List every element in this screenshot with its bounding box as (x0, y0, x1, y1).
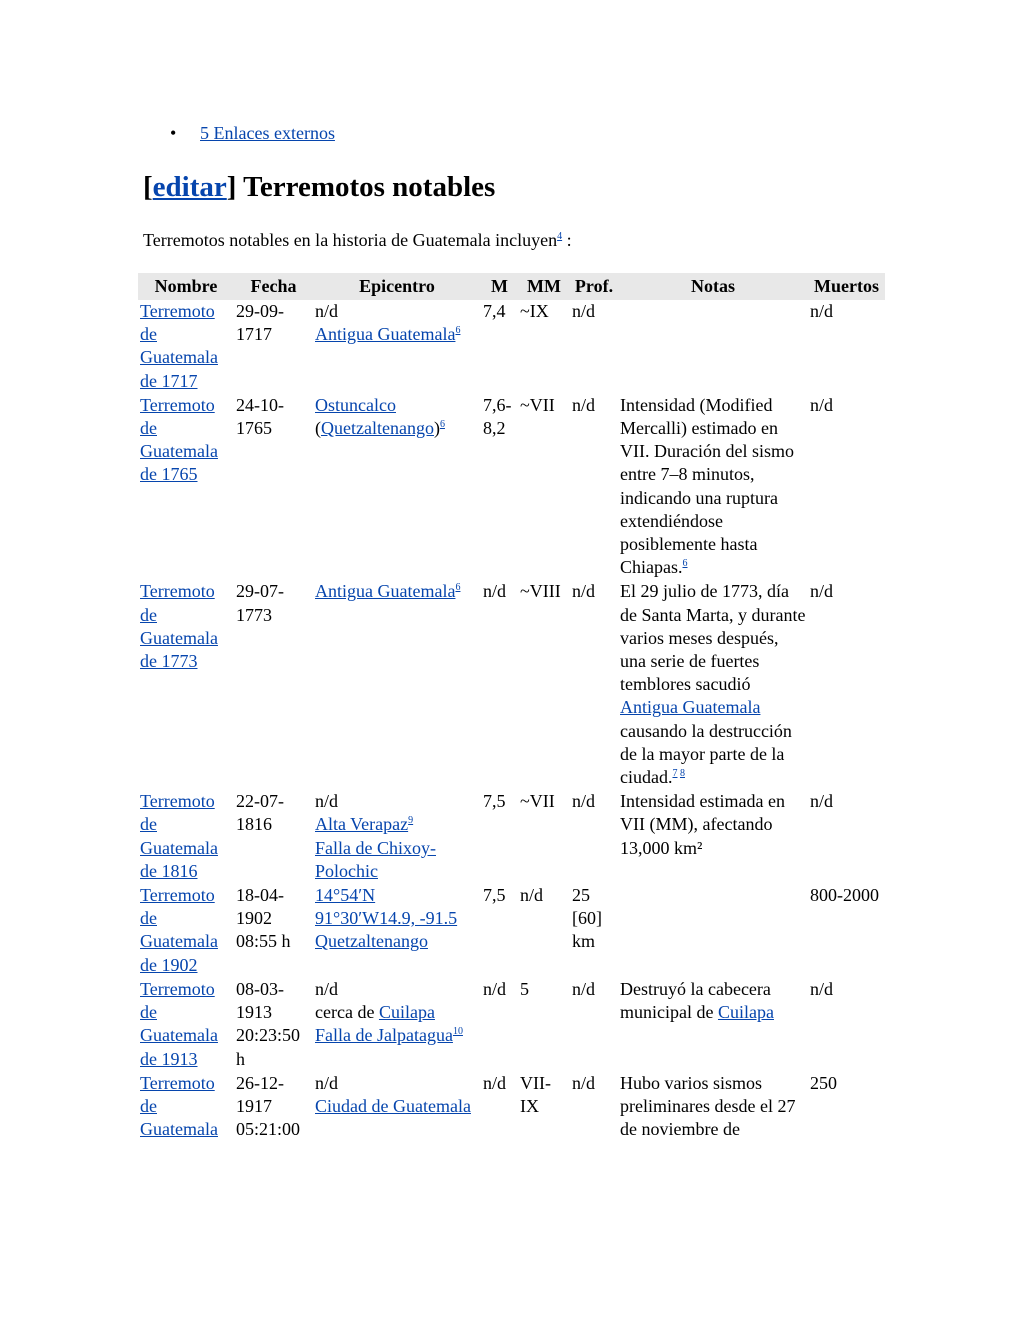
ref-link[interactable]: 7 (672, 768, 678, 780)
cell-magnitude: 7,4 (483, 301, 506, 321)
epicentro-line (315, 394, 479, 417)
cell-fecha: 24-10-1765 (236, 394, 284, 439)
epicentro-line (315, 1024, 479, 1047)
epicentro-line (315, 1095, 479, 1118)
epicentro-line (315, 417, 479, 440)
cell-text: Hubo varios sismos preliminares desde el 27 de noviembre de (620, 1072, 796, 1140)
cell-prof: n/d (572, 1072, 596, 1093)
cell-epicentro (313, 1072, 481, 1143)
cell-text: ) (433, 418, 440, 439)
column-header: MM (518, 273, 570, 300)
cell-notas (618, 978, 808, 1072)
ref-sup (408, 815, 413, 826)
table-row (138, 300, 885, 394)
cell-mm: ~VII (520, 791, 555, 812)
cell-link[interactable]: Antigua Guatemala (620, 697, 761, 718)
cell-magnitude: n/d (483, 1072, 507, 1093)
ref-sup (672, 768, 685, 779)
toc-item (170, 121, 335, 145)
cell-magnitude: 7,6-8,2 (483, 394, 512, 439)
epicentro-line (315, 790, 479, 813)
cell-prof: n/d (572, 301, 596, 321)
cell-mm: ~VII (520, 394, 555, 415)
cell-fecha: 26-12-1917 05:21:00 (236, 1072, 301, 1140)
table-row (138, 884, 885, 978)
cell-epicentro (313, 394, 481, 581)
column-header: Prof. (570, 273, 618, 300)
earthquake-link[interactable]: Terremoto de Guatemala de 1717 (140, 301, 218, 391)
ref-sup (455, 582, 460, 593)
epicentro-line (315, 323, 479, 346)
earthquake-link[interactable]: Terremoto de Guatemala de 1913 (140, 978, 218, 1069)
earthquake-link[interactable]: Terremoto de Guatemala (140, 1072, 218, 1140)
table-row (138, 1072, 885, 1143)
bracket-close: ] (226, 171, 237, 203)
cell-muertos: 800-2000 (810, 885, 879, 906)
ref-sup (455, 325, 460, 336)
cell-nombre (138, 790, 234, 884)
earthquake-link[interactable]: Terremoto de Guatemala de 1902 (140, 885, 218, 975)
cell-text: n/d (315, 1072, 339, 1093)
cell-text: n/d (315, 978, 339, 999)
cell-magnitude: n/d (483, 978, 507, 999)
cell-fecha: 08-03-1913 20:23:50 h (236, 978, 301, 1069)
intro-text: Terremotos notables en la historia de Guatemala incluyen (143, 230, 558, 250)
table-header-row (138, 273, 885, 300)
cell-mm: ~IX (520, 301, 549, 321)
cell-muertos: n/d (810, 394, 834, 415)
epicentro-line (315, 300, 479, 323)
cell-link[interactable]: Falla de Chixoy-Polochic (315, 837, 436, 881)
column-header: Epicentro (313, 273, 481, 300)
cell-nombre (138, 1072, 234, 1143)
epicentro-line (315, 837, 479, 883)
cell-link[interactable]: Falla de Jalpatagua (315, 1025, 453, 1046)
cell-notas (618, 884, 808, 978)
cell-muertos: n/d (810, 301, 834, 321)
cell-nombre (138, 884, 234, 978)
cell-link[interactable]: Cuilapa (378, 1002, 435, 1023)
cell-fecha: 22-07-1816 (236, 791, 284, 835)
ref-sup (440, 419, 445, 430)
cell-mm: n/d (520, 885, 544, 906)
epicentro-line (315, 813, 479, 836)
cell-link[interactable]: Ciudad de Guatemala (315, 1095, 471, 1116)
column-header: Nombre (138, 273, 234, 300)
ref-link[interactable]: 6 (682, 558, 688, 570)
cell-notas (618, 1072, 808, 1143)
cell-link[interactable]: Antigua Guatemala (315, 324, 456, 345)
table-row (138, 394, 885, 581)
cell-text: cerca de (315, 1002, 379, 1023)
cell-link[interactable]: Cuilapa (717, 1002, 774, 1023)
earthquake-link[interactable]: Terremoto de Guatemala de 1765 (140, 394, 218, 485)
epicentro-line (315, 884, 479, 930)
cell-epicentro (313, 884, 481, 978)
cell-epicentro (313, 300, 481, 394)
cell-fecha: 29-09-1717 (236, 301, 284, 345)
ref-link[interactable]: 6 (455, 582, 461, 594)
cell-link[interactable]: Quetzaltenango (315, 931, 428, 952)
ref-sup (683, 558, 688, 569)
earthquake-link[interactable]: Terremoto de Guatemala de 1816 (140, 791, 218, 881)
cell-text: ( (315, 418, 321, 439)
ref-link[interactable]: 10 (452, 1026, 463, 1038)
cell-magnitude: n/d (483, 581, 507, 602)
cell-text: Intensidad estimada en VII (MM), afectando 13,000 km² (620, 791, 785, 858)
bracket-open: [ (143, 171, 153, 203)
column-header: Muertos (808, 273, 885, 300)
epicentro-line (315, 930, 479, 953)
table-row (138, 978, 885, 1072)
ref-sup (453, 1026, 463, 1037)
cell-notas (618, 300, 808, 394)
cell-muertos: n/d (810, 791, 834, 812)
cell-text: n/d (315, 301, 339, 321)
epicentro-line (315, 1001, 479, 1024)
cell-nombre (138, 300, 234, 394)
cell-text: causando la destrucción de la mayor parte de la ciudad. (620, 720, 792, 788)
cell-epicentro (313, 580, 481, 790)
section-heading (143, 170, 495, 204)
cell-text: El 29 julio de 1773, día de Santa Marta, y durante varios meses después, una serie de fuertes temblores sacudió (620, 581, 806, 695)
cell-muertos: n/d (810, 581, 834, 602)
section-title: Terremotos notables (243, 171, 496, 203)
toc-list (170, 121, 335, 145)
ref-link[interactable]: 8 (679, 768, 685, 780)
intro-ref-link[interactable]: 4 (557, 231, 563, 242)
cell-nombre (138, 394, 234, 581)
epicentro-line (315, 580, 479, 603)
epicentro-line (315, 978, 479, 1001)
cell-fecha: 29-07-1773 (236, 581, 284, 625)
earthquakes-table (138, 273, 885, 1142)
cell-mm: 5 (520, 978, 529, 999)
column-header: Notas (618, 273, 808, 300)
cell-prof: 25 [60] km (572, 885, 602, 952)
cell-magnitude: 7,5 (483, 885, 506, 906)
cell-link[interactable]: Ostuncalco (315, 394, 396, 415)
cell-fecha: 18-04-1902 08:55 h (236, 885, 291, 952)
cell-prof: n/d (572, 791, 596, 812)
cell-text: n/d (315, 791, 339, 812)
cell-notas (618, 790, 808, 884)
column-header: Fecha (234, 273, 313, 300)
cell-text: Intensidad (Modified Mercalli) estimado en VII. Duración del sismo entre 7–8 minutos, indicando una ruptura extendiéndose posiblemente hasta Chiapas. (620, 394, 794, 578)
cell-mm: ~VIII (520, 581, 561, 602)
table-row (138, 790, 885, 884)
earthquake-link[interactable]: Terremoto de Guatemala de 1773 (140, 581, 218, 672)
table-row (138, 580, 885, 790)
cell-muertos: 250 (810, 1072, 837, 1093)
ref-link[interactable]: 6 (439, 419, 445, 431)
cell-notas (618, 580, 808, 790)
cell-epicentro (313, 790, 481, 884)
table-body (138, 300, 885, 1142)
cell-nombre (138, 978, 234, 1072)
cell-prof: n/d (572, 581, 596, 602)
cell-prof: n/d (572, 394, 596, 415)
column-header: M (481, 273, 518, 300)
cell-notas (618, 394, 808, 581)
cell-nombre (138, 580, 234, 790)
cell-text: Destruyó la cabecera municipal de (620, 978, 771, 1023)
ref-link[interactable]: 6 (455, 325, 461, 337)
ref-link[interactable]: 9 (408, 815, 414, 827)
cell-link[interactable]: Antigua Guatemala (315, 581, 456, 602)
intro-paragraph (143, 228, 572, 252)
cell-epicentro (313, 978, 481, 1072)
cell-link[interactable]: Alta Verapaz (315, 814, 409, 835)
cell-muertos: n/d (810, 978, 834, 999)
edit-link[interactable]: editar (152, 171, 227, 203)
epicentro-line (315, 1072, 479, 1095)
cell-link[interactable]: Quetzaltenango (321, 418, 434, 439)
cell-magnitude: 7,5 (483, 791, 506, 812)
toc-link-enlaces-externos[interactable]: 5 Enlaces externos (200, 123, 335, 143)
cell-link[interactable]: 14°54′N 91°30′W14.9, -91.5 (315, 885, 458, 929)
intro-tail: : (562, 230, 572, 250)
cell-prof: n/d (572, 978, 596, 999)
cell-mm: VII-IX (520, 1072, 551, 1116)
